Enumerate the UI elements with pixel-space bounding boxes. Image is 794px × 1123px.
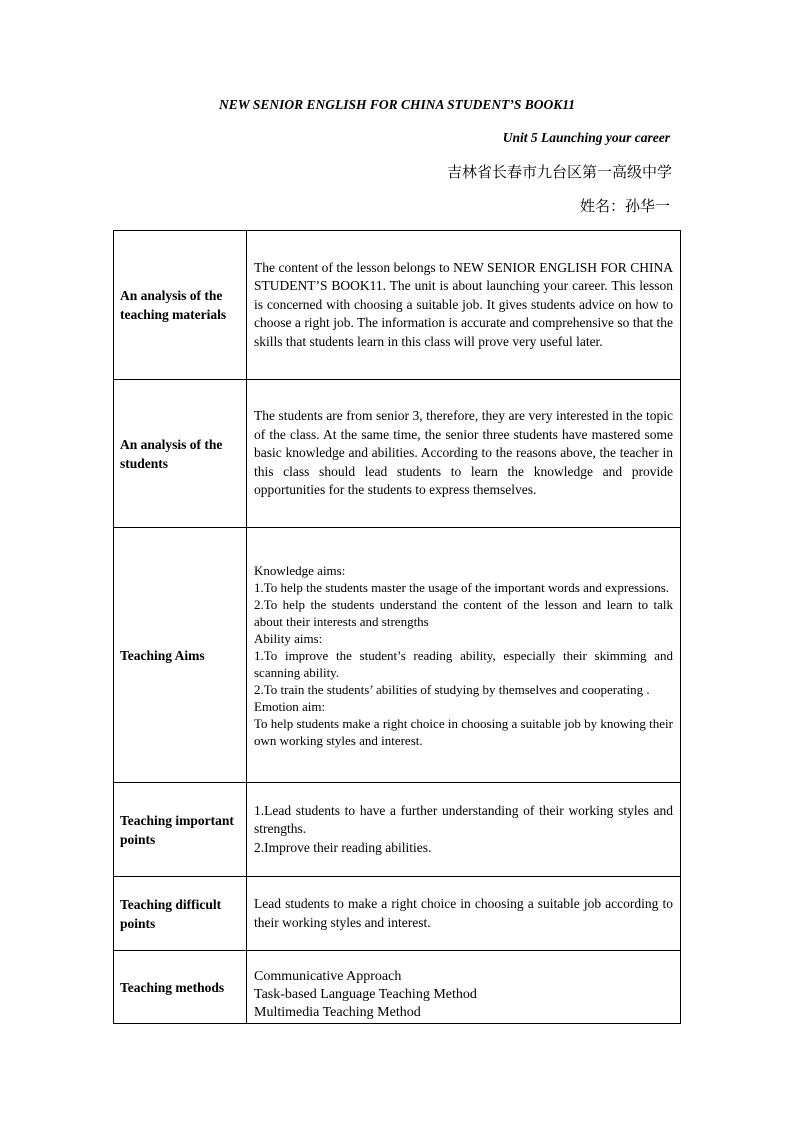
row-content-aims bbox=[247, 528, 681, 783]
school-name: 吉林省长春市九台区第一高级中学 bbox=[446, 163, 672, 181]
unit-title: Unit 5 Launching your career bbox=[502, 130, 670, 145]
method-line: Task-based Language Teaching Method bbox=[254, 987, 477, 1002]
table-row bbox=[114, 783, 681, 877]
aims-line: Knowledge aims: bbox=[254, 562, 346, 578]
row-label-difficult: Teaching difficult points bbox=[114, 877, 247, 951]
aims-line: 2.To help the students understand the content of the lesson and learn to talk about their interests and strengths bbox=[254, 596, 673, 629]
aims-line: Ability aims: bbox=[254, 630, 323, 646]
row-label-aims: Teaching Aims bbox=[114, 528, 247, 783]
table-row bbox=[114, 231, 681, 380]
row-label-materials: An analysis of the teaching materials bbox=[114, 231, 247, 380]
table-row bbox=[114, 380, 681, 528]
important-line: 1.Lead students to have a further understanding of their working styles and strengths. bbox=[254, 802, 673, 837]
table-row bbox=[114, 877, 681, 951]
row-content-methods bbox=[247, 951, 681, 1024]
lesson-plan-table bbox=[113, 230, 681, 1024]
row-content-materials: The content of the lesson belongs to NEW SENIOR ENGLISH FOR CHINA STUDENT’S BOOK11. The unit is about launching your career. This lesson is concerned with choosing a suitable job. It gives students advice on how to choose a right job. The information is accurate and comprehensive so that the skills that students learn in this class will prove very useful later. bbox=[247, 231, 681, 380]
aims-line: To help students make a right choice in choosing a suitable job by knowing their own working styles and interest. bbox=[254, 715, 673, 748]
method-line: Communicative Approach bbox=[254, 969, 402, 984]
row-content-students: The students are from senior 3, therefore, they are very interested in the topic of the class. At the same time, the senior three students have mastered some basic knowledge and abilities. According to the reasons above, the teacher in this class should lead students to learn the knowledge and provide opportunities for the students to express themselves. bbox=[247, 380, 681, 528]
row-content-important bbox=[247, 783, 681, 877]
aims-line: 1.To improve the student’s reading ability, especially their skimming and scanning ability. bbox=[254, 647, 673, 680]
aims-line: 1.To help the students master the usage of the important words and expressions. bbox=[254, 579, 670, 595]
table-row bbox=[114, 528, 681, 783]
table-row bbox=[114, 951, 681, 1024]
author-name: 姓名：孙华一 bbox=[579, 197, 670, 215]
row-label-methods: Teaching methods bbox=[114, 951, 247, 1024]
aims-line: Emotion aim: bbox=[254, 698, 326, 714]
row-label-important: Teaching important points bbox=[114, 783, 247, 877]
important-line: 2.Improve their reading abilities. bbox=[254, 839, 432, 855]
aims-line: 2.To train the students’ abilities of studying by themselves and cooperating . bbox=[254, 681, 650, 697]
row-content-difficult: Lead students to make a right choice in choosing a suitable job according to their working styles and interest. bbox=[247, 877, 681, 951]
row-label-students: An analysis of the students bbox=[114, 380, 247, 528]
document-title: NEW SENIOR ENGLISH FOR CHINA STUDENT’S BOOK11 bbox=[218, 97, 576, 112]
method-line: Multimedia Teaching Method bbox=[254, 1005, 421, 1020]
